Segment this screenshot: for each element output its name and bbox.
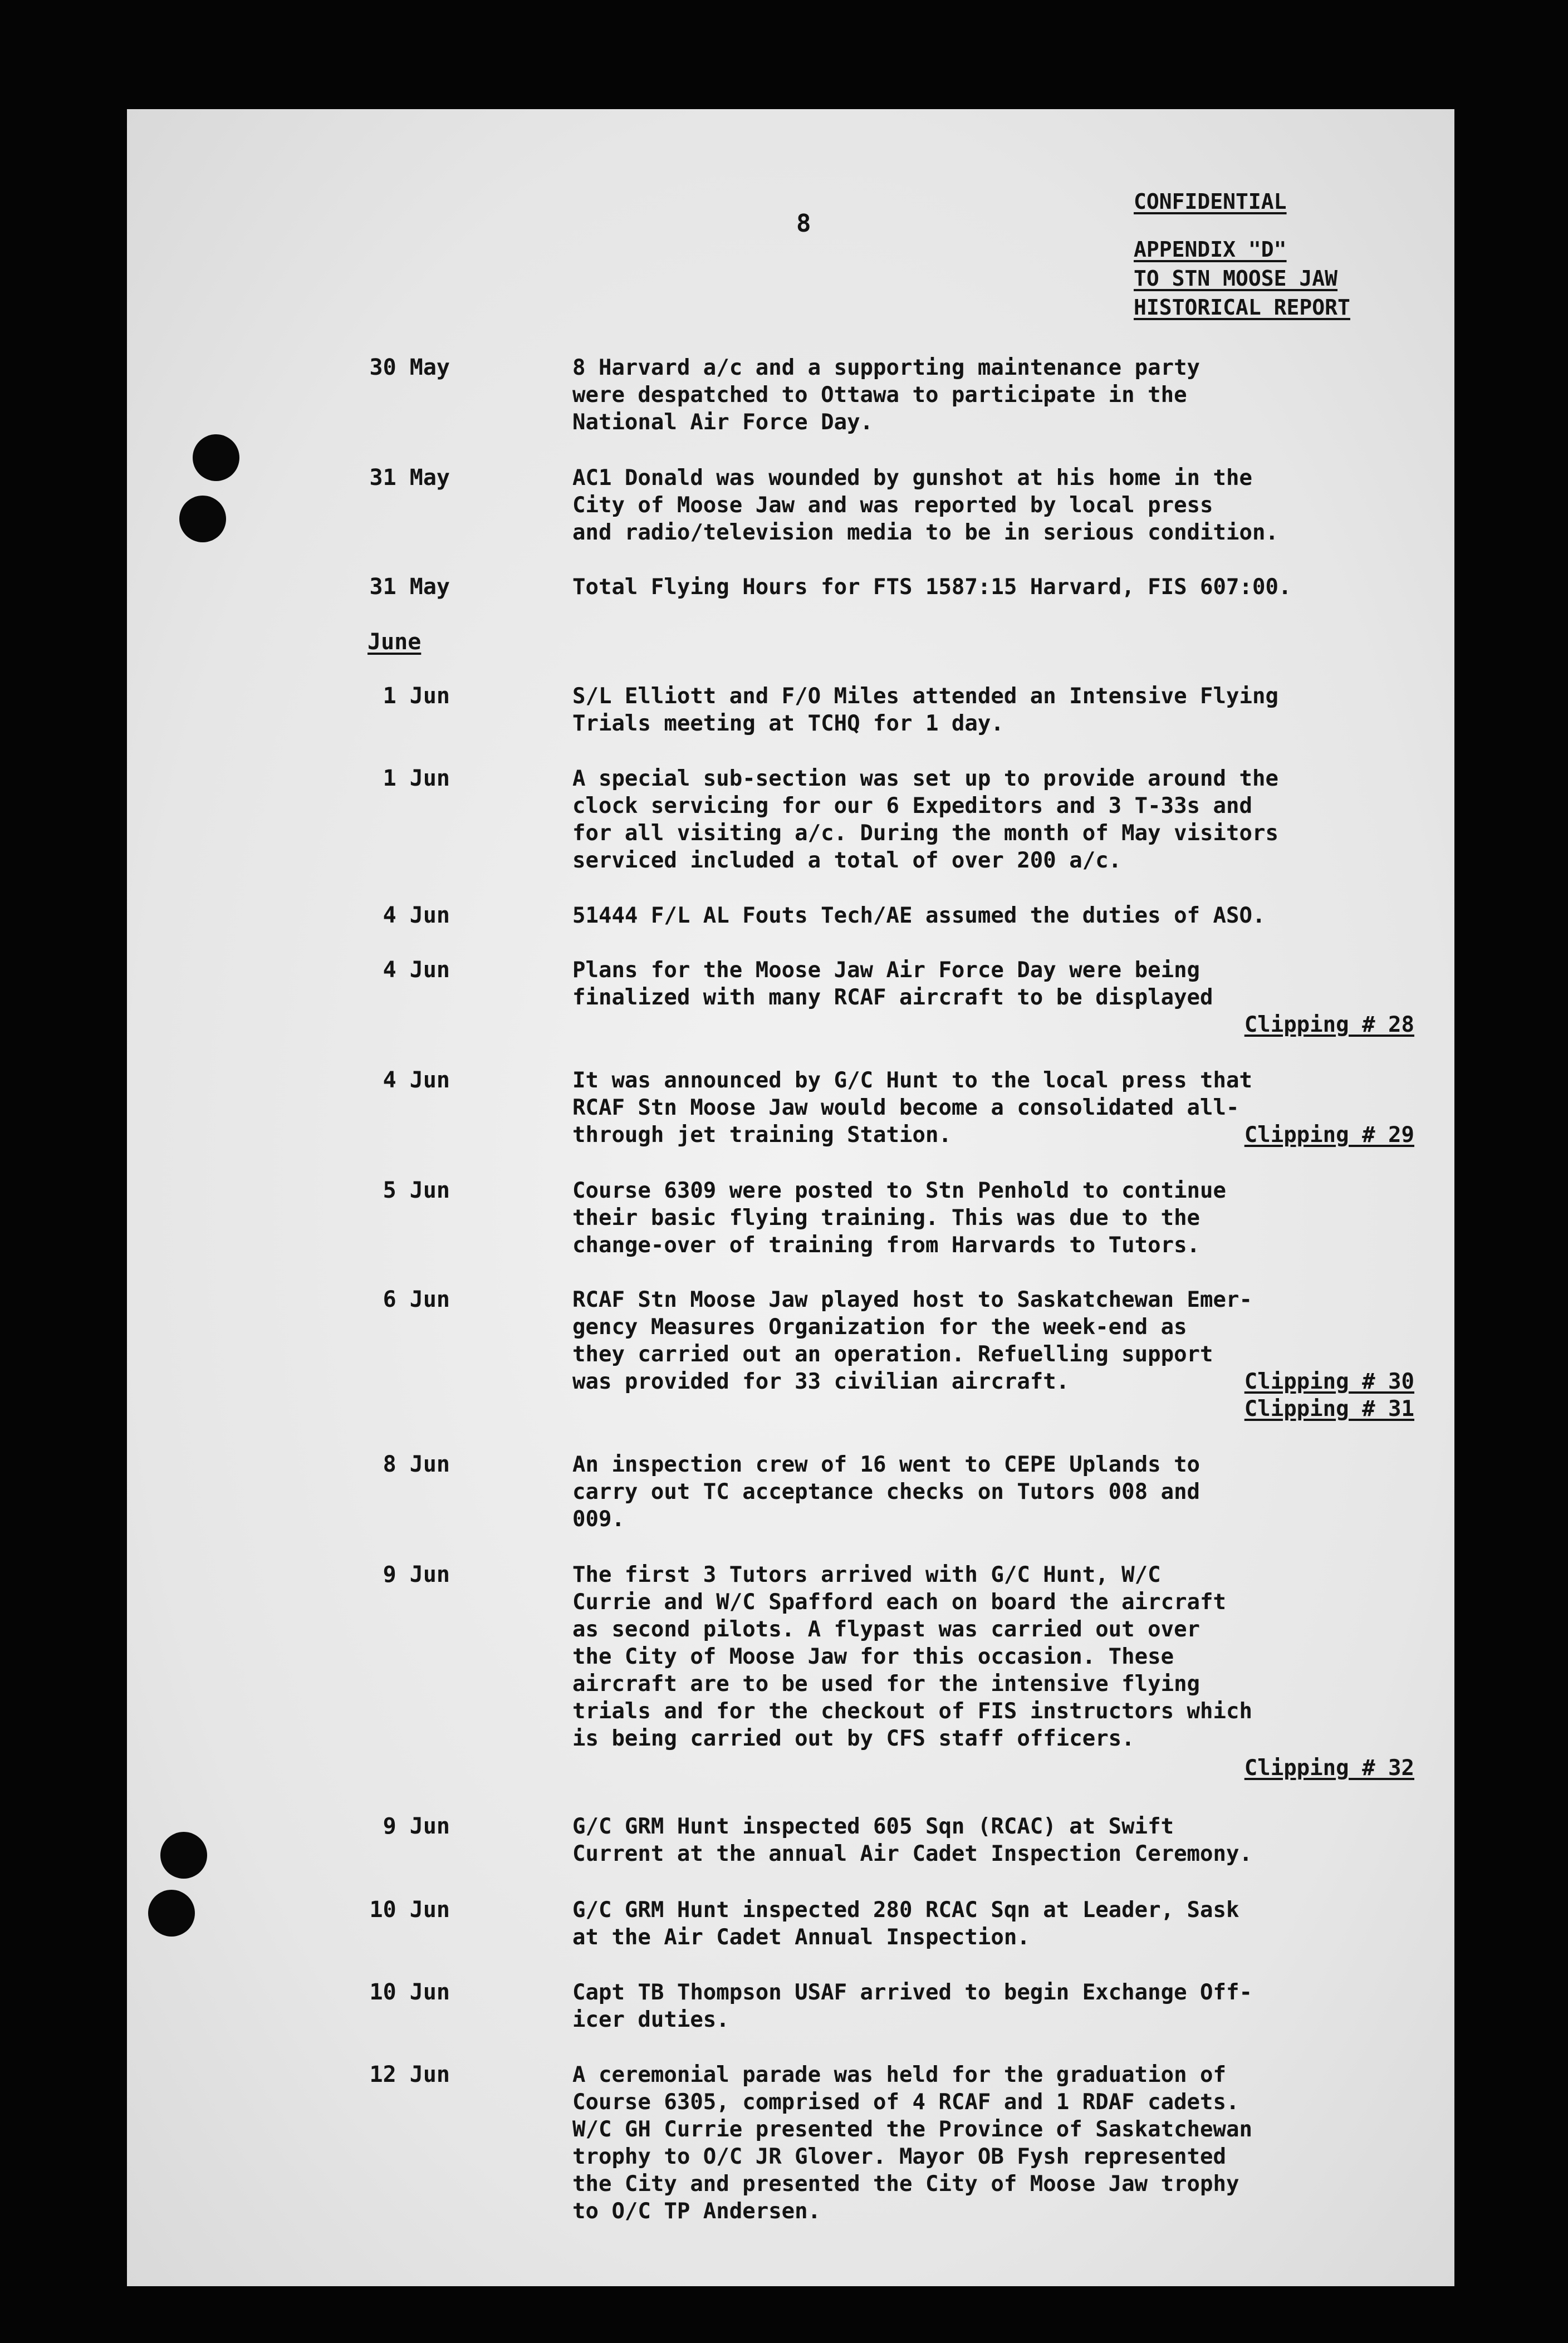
entry-date: 31 May [369, 465, 450, 491]
page-number: 8 [796, 209, 811, 238]
document-page [127, 109, 1454, 2286]
entry-date: 9 Jun [383, 1813, 450, 1839]
entry-text: G/C GRM Hunt inspected 280 RCAC Sqn at Leader, Sask at the Air Cadet Annual Inspection. [572, 1898, 1239, 1950]
report-label: HISTORICAL REPORT [1134, 295, 1350, 320]
entry-text: RCAF Stn Moose Jaw played host to Saskatchewan Emer- gency Measures Organization for the week-end as they carried out an operation. Refuelling support was provided for 33 civilian aircraft. [572, 1287, 1252, 1394]
clipping-reference: Clipping # 32 [1244, 1756, 1414, 1781]
entry-text: Plans for the Moose Jaw Air Force Day were being finalized with many RCAF aircraft to be displayed [572, 958, 1213, 1010]
clipping-reference: Clipping # 28 [1244, 1012, 1414, 1037]
entry-text: 51444 F/L AL Fouts Tech/AE assumed the duties of ASO. [572, 903, 1266, 928]
entry-date: 10 Jun [369, 1897, 450, 1923]
classification-header [1134, 187, 1350, 322]
entry-date: 4 Jun [383, 957, 450, 983]
punch-hole [179, 496, 226, 542]
entry-text: An inspection crew of 16 went to CEPE Uplands to carry out TC acceptance checks on Tutors 008 and 009. [572, 1452, 1200, 1532]
entry-date: 5 Jun [383, 1178, 450, 1203]
entry-text: Course 6309 were posted to Stn Penhold to continue their basic flying training. This was due to the change-over of training from Harvards to Tutors. [572, 1178, 1226, 1258]
entry-text: S/L Elliott and F/O Miles attended an Intensive Flying Trials meeting at TCHQ for 1 day. [572, 684, 1278, 736]
entry-date: 4 Jun [383, 1067, 450, 1093]
punch-hole [148, 1890, 195, 1937]
entry-text: Total Flying Hours for FTS 1587:15 Harvard, FIS 607:00. [572, 575, 1292, 600]
station-label: TO STN MOOSE JAW [1134, 266, 1338, 291]
entry-date: 30 May [369, 355, 450, 380]
month-heading: June [367, 629, 422, 655]
entry-text: Capt TB Thompson USAF arrived to begin Exchange Off- icer duties. [572, 1980, 1252, 2032]
entry-text: It was announced by G/C Hunt to the local press that RCAF Stn Moose Jaw would become a consolidated all- through jet training Station. [572, 1068, 1252, 1148]
entry-date: 6 Jun [383, 1287, 450, 1312]
punch-hole [193, 434, 239, 481]
entry-date: 1 Jun [383, 766, 450, 791]
entry-date: 4 Jun [383, 903, 450, 928]
entry-date: 31 May [369, 574, 450, 600]
appendix-label: APPENDIX "D" [1134, 237, 1287, 262]
clipping-reference: Clipping # 31 [1244, 1396, 1414, 1422]
punch-hole [160, 1832, 207, 1879]
entry-date: 8 Jun [383, 1452, 450, 1477]
entry-text: G/C GRM Hunt inspected 605 Sqn (RCAC) at Swift Current at the annual Air Cadet Inspection Ceremony. [572, 1814, 1252, 1866]
clipping-reference: Clipping # 30 [1244, 1369, 1414, 1394]
entry-date: 10 Jun [369, 1979, 450, 2005]
entry-text: A ceremonial parade was held for the graduation of Course 6305, comprised of 4 RCAF and 1 RDAF cadets. W/C GH Currie presented the Province of Saskatchewan trophy to O/C JR Glover. Mayor OB Fysh represented the City and presented the City of Moose Jaw trophy to O/C TP Andersen. [572, 2062, 1252, 2224]
entry-text: The first 3 Tutors arrived with G/C Hunt, W/C Currie and W/C Spafford each on board the aircraft as second pilots. A flypast was carried out over the City of Moose Jaw for this occasion. These aircraft are to be used for the intensive flying trials and for the checkout of FIS instructors which is being carried out by CFS staff officers. [572, 1562, 1252, 1751]
entry-date: 1 Jun [383, 683, 450, 709]
entry-date: 12 Jun [369, 2062, 450, 2087]
clipping-reference: Clipping # 29 [1244, 1123, 1414, 1148]
entry-text: AC1 Donald was wounded by gunshot at his home in the City of Moose Jaw and was reported by local press and radio/television media to be in serious condition. [572, 465, 1278, 545]
entry-text: 8 Harvard a/c and a supporting maintenance party were despatched to Ottawa to participate in the National Air Force Day. [572, 355, 1200, 435]
entry-date: 9 Jun [383, 1562, 450, 1587]
entry-text: A special sub-section was set up to provide around the clock servicing for our 6 Expeditors and 3 T-33s and for all visiting a/c. During the month of May visitors serviced included a total of over 200 a/c. [572, 766, 1278, 873]
confidential-label: CONFIDENTIAL [1134, 189, 1287, 214]
